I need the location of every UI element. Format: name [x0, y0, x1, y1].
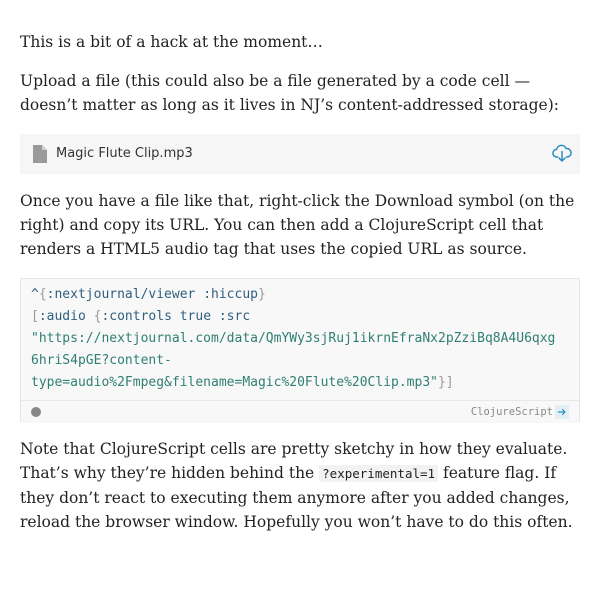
code-bracket: [ [31, 309, 39, 324]
code-brace: } [257, 287, 266, 302]
code-brace: { [38, 287, 47, 302]
code-editor[interactable] [31, 284, 571, 394]
code-cell[interactable] [20, 278, 580, 422]
file-attachment [20, 134, 580, 174]
run-arrow-icon[interactable] [555, 405, 569, 419]
file-icon [33, 145, 47, 163]
language-label: ClojureScript [470, 406, 553, 418]
status-indicator [31, 407, 41, 417]
note-text-start: Note that ClojureScript cells are pretty sketchy in how they evaluate. That’s why they’re hidden behind the [20, 440, 568, 482]
code-brace: }] [438, 375, 454, 390]
code-brace: { [93, 309, 102, 324]
file-name: Magic Flute Clip.mp3 [56, 146, 193, 161]
note-text-end: feature flag. If they don’t react to executing them anymore after you added changes, reload the browser window. Hopefully you won’t have to do this often. [20, 464, 573, 531]
code-string: 6hriS4pGE?content- [31, 353, 172, 368]
code-metadata: :nextjournal/viewer :hiccup [46, 287, 258, 302]
cell-footer [21, 400, 579, 423]
note-text [20, 437, 580, 534]
feature-flag-code: ?experimental=1 [319, 465, 438, 482]
cloud-download-icon[interactable] [552, 143, 572, 163]
code-caret: ^ [31, 287, 39, 302]
code-string: type=audio%2Fmpeg&filename=Magic%20Flute%20Clip.mp3" [31, 375, 438, 390]
code-attrs: :controls true :src [101, 309, 251, 324]
copy-url-instructions: Once you have a file like that, right-click the Download symbol (on the right) and copy its URL. You can then add a ClojureScript cell that renders a HTML5 audio tag that uses the copied URL as source. [20, 192, 575, 258]
code-string: "https://nextjournal.com/data/QmYWy3sjRuj1ikrnEfraNx2pZziBq8A4U6qxg [31, 331, 556, 346]
upload-instructions: Upload a file (this could also be a file generated by a code cell — doesn’t matter as long as it lives in NJ’s content-addressed storage): [20, 72, 559, 114]
intro-text: This is a bit of a hack at the moment… [20, 33, 323, 51]
code-keyword: :audio [38, 309, 94, 324]
